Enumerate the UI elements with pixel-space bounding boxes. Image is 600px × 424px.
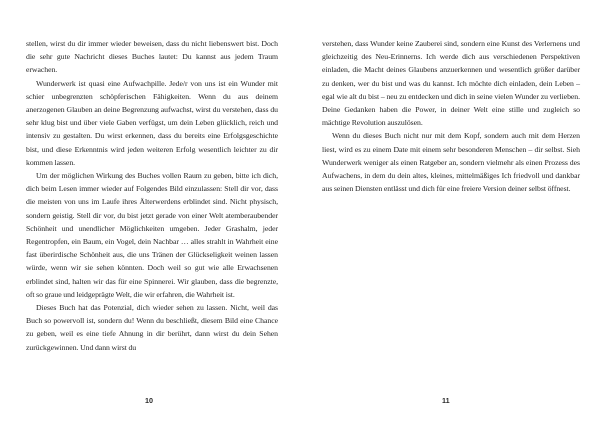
right-page (300, 0, 600, 424)
paragraph: Um der möglichen Wirkung des Buches vollen Raum zu geben, bitte ich dich, dich beim Lesen immer wieder auf Folgendes Bild einzulassen: Stell dir vor, dass die meisten von uns im Laufe ihres Älterwerdens erblindet sind. Nicht physisch, sondern geistig. Stell dir vor, du bist jetzt gerade von einer Welt atemberaubender Schönheit und unendlicher Möglichkeiten umgeben. Jeder Grashalm, jeder Regentropfen, ein Baum, ein Vogel, dein Nachbar … alles strahlt in Wahrheit eine fast überirdische Schönheit aus, die uns Tränen der Glückseligkeit weinen lassen würde, wenn wir sie sehen könnten. Doch weil so gut wie alle Erwachsenen erblindet sind, halten wir das für eine Spinnerei. Wir glauben, dass die begrenzte, oft so graue und leidgeprägte Welt, die wir erfahren, die Wahrheit ist. (26, 171, 278, 299)
paragraph: stellen, wirst du dir immer wieder beweisen, dass du nicht liebenswert bist. Doch die sehr gute Nachricht dieses Buches lautet: Du kannst aus jedem Traum erwachen. (26, 39, 278, 75)
paragraph: verstehen, dass Wunder keine Zauberei sind, sondern eine Kunst des Verlernens und gleichzeitig des Neu-Erinnerns. Ich werde dich aus verschiedenen Perspektiven einladen, die Macht deines Glaubens anzuerkennen und wesentlich größer darüber zu denken, wer du bist und was du kannst. Ich möchte dich einladen, dein Leben – egal wie alt du bist – neu zu entdecken und dich in seine vielen Wunder zu verlieben. Deine Gedanken haben die Power, in deiner Welt eine stille und zugleich so mächtige Revolution auszulösen. (322, 39, 580, 128)
paragraph: Wunderwerk ist quasi eine Aufwachpille. Jede/r von uns ist ein Wunder mit schier unbegrenzten schöpferischen Fähigkeiten. Wenn du aus deinem anerzogenen Glauben an deine Begrenzung aufwachst, wirst du verstehen, dass du sehr klug bist und über viele Gaben verfügst, um dein Leben glücklich, reich und intensiv zu gestalten. Du wirst erkennen, dass du bereits eine Erfolgsgeschichte bist, und diese Erkenntnis wird jeden weiteren Erfolg wesentlich leichter zu dir kommen lassen. (26, 78, 278, 167)
page-number: 10 (145, 396, 153, 405)
paragraph: Wenn du dieses Buch nicht nur mit dem Kopf, sondern auch mit dem Herzen liest, wird es zu einem Date mit einem sehr besonderen Menschen – dir selbst. Sieh Wunderwerk weniger als einen Ratgeber an, sondern vielmehr als einen Prozess des Aufwachens, in dem du dein altes, kleines, mittelmäßiges Ich friedvoll und dankbar aus seinen Diensten entlässt und dich für eine freiere Version deiner selbst öffnest. (322, 131, 580, 194)
page-number: 11 (442, 396, 450, 405)
paragraph: Dieses Buch hat das Potenzial, dich wieder sehen zu lassen. Nicht, weil das Buch so powervoll ist, sondern du! Wenn du beschließt, diesem Bild eine Chance zu geben, weil es eine tiefe Ahnung in dir berührt, dann wirst du dein Sehen zurückgewinnen. Und dann wirst du (26, 303, 278, 352)
